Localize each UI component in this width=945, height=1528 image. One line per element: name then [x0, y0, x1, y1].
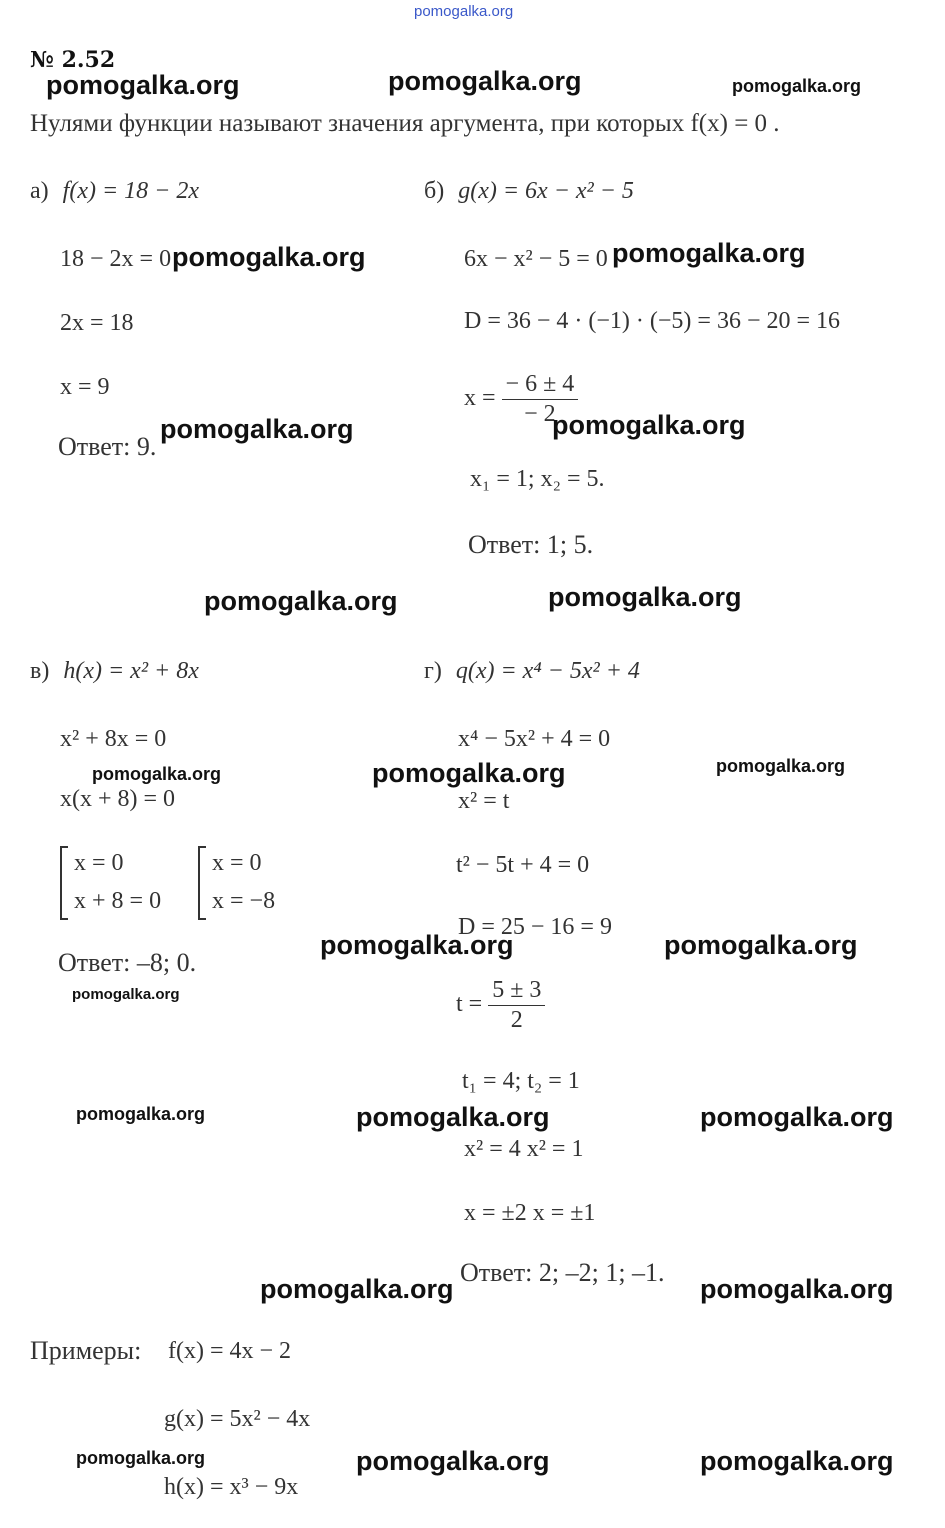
part-c-function: h(x) = x² + 8x — [63, 658, 199, 684]
part-d-fraction-num: 5 ± 3 — [488, 976, 545, 1006]
system-2-eq-1: x = 0 — [212, 850, 262, 876]
part-d-t-formula — [456, 976, 545, 1035]
watermark: pomogalka.org — [76, 1448, 206, 1468]
part-d-x-values: x = ±2 x = ±1 — [464, 1200, 596, 1226]
part-b-step-2: D = 36 − 4 · (−1) · (−5) = 36 − 20 = 16 — [464, 308, 841, 334]
system-1-eq-2: x + 8 = 0 — [74, 888, 162, 914]
problem-number: № 2.52 — [30, 47, 116, 73]
part-a-header — [30, 178, 199, 205]
system-bracket-1 — [60, 846, 68, 920]
watermark: pomogalka.org — [664, 930, 858, 960]
part-d-label: г) — [424, 658, 442, 684]
system-1-eq-1: x = 0 — [74, 850, 124, 876]
part-c-header — [30, 658, 199, 685]
watermark: pomogalka.org — [372, 758, 566, 788]
problem-intro: Нулями функции называют значения аргумента, при которых f(x) = 0 . — [30, 110, 780, 137]
part-c-step-2: x(x + 8) = 0 — [60, 786, 176, 812]
part-d-answer: Ответ: 2; –2; 1; –1. — [460, 1258, 665, 1287]
part-b-step-1: 6x − x² − 5 = 0 — [464, 246, 608, 272]
watermark: pomogalka.org — [320, 930, 514, 960]
watermark: pomogalka.org — [700, 1446, 894, 1476]
part-c-step-1: x² + 8x = 0 — [60, 726, 167, 752]
watermark: pomogalka.org — [92, 764, 222, 784]
part-d-fraction — [488, 976, 545, 1035]
watermark: pomogalka.org — [700, 1102, 894, 1132]
system-2-eq-2: x = −8 — [212, 888, 276, 914]
part-b-header — [424, 178, 634, 205]
watermark: pomogalka.org — [356, 1102, 550, 1132]
part-b-fraction-num: − 6 ± 4 — [502, 370, 579, 400]
watermark: pomogalka.org — [72, 986, 180, 1003]
watermark: pomogalka.org — [548, 582, 742, 612]
watermark: pomogalka.org — [46, 70, 240, 100]
part-a-step-1: 18 − 2x = 0 — [60, 246, 172, 272]
part-d-x-squares: x² = 4 x² = 1 — [464, 1136, 584, 1162]
part-d-header — [424, 658, 640, 685]
watermark: pomogalka.org — [160, 414, 354, 444]
part-a-label: а) — [30, 178, 49, 204]
part-a-function: f(x) = 18 − 2x — [62, 178, 200, 204]
part-c-label: в) — [30, 658, 50, 684]
part-d-t-roots: t₁ = 4; t₂ = 1 — [462, 1068, 580, 1094]
example-2: g(x) = 5x² − 4x — [164, 1406, 311, 1432]
watermark: pomogalka.org — [356, 1446, 550, 1476]
part-d-function: q(x) = x⁴ − 5x² + 4 — [455, 658, 640, 684]
watermark: pomogalka.org — [204, 586, 398, 616]
part-b-fraction-den: − 2 — [524, 400, 556, 427]
part-a-step-2: 2x = 18 — [60, 310, 134, 336]
watermark: pomogalka.org — [700, 1274, 894, 1304]
watermark: pomogalka.org — [732, 76, 862, 96]
example-3: h(x) = x³ − 9x — [164, 1474, 299, 1500]
part-d-step-1: x⁴ − 5x² + 4 = 0 — [458, 726, 611, 752]
watermark: pomogalka.org — [260, 1274, 454, 1304]
watermark: pomogalka.org — [388, 66, 582, 96]
part-d-fraction-den: 2 — [510, 1006, 523, 1033]
part-b-label: б) — [424, 178, 445, 204]
watermark: pomogalka.org — [612, 238, 806, 268]
examples-label: Примеры: — [30, 1336, 142, 1365]
watermark: pomogalka.org — [172, 242, 366, 272]
part-d-step-4: D = 25 − 16 = 9 — [458, 914, 612, 940]
part-d-step-3: t² − 5t + 4 = 0 — [456, 852, 590, 878]
system-bracket-2 — [198, 846, 206, 920]
watermark: pomogalka.org — [552, 410, 746, 440]
watermark: pomogalka.org — [716, 756, 846, 776]
part-b-function: g(x) = 6x − x² − 5 — [458, 178, 634, 204]
site-link[interactable]: pomogalka.org — [414, 3, 514, 20]
part-b-roots: x₁ = 1; x₂ = 5. — [470, 466, 605, 492]
part-c-answer: Ответ: –8; 0. — [58, 948, 197, 977]
example-1: f(x) = 4x − 2 — [168, 1338, 292, 1364]
part-a-answer: Ответ: 9. — [58, 432, 157, 461]
part-d-step-2: x² = t — [458, 788, 510, 814]
part-b-answer: Ответ: 1; 5. — [468, 530, 594, 559]
watermark: pomogalka.org — [76, 1104, 206, 1124]
part-d-t-prefix: t = — [456, 990, 483, 1017]
part-b-x-prefix: x = — [464, 384, 496, 411]
part-a-step-3: x = 9 — [60, 374, 110, 400]
